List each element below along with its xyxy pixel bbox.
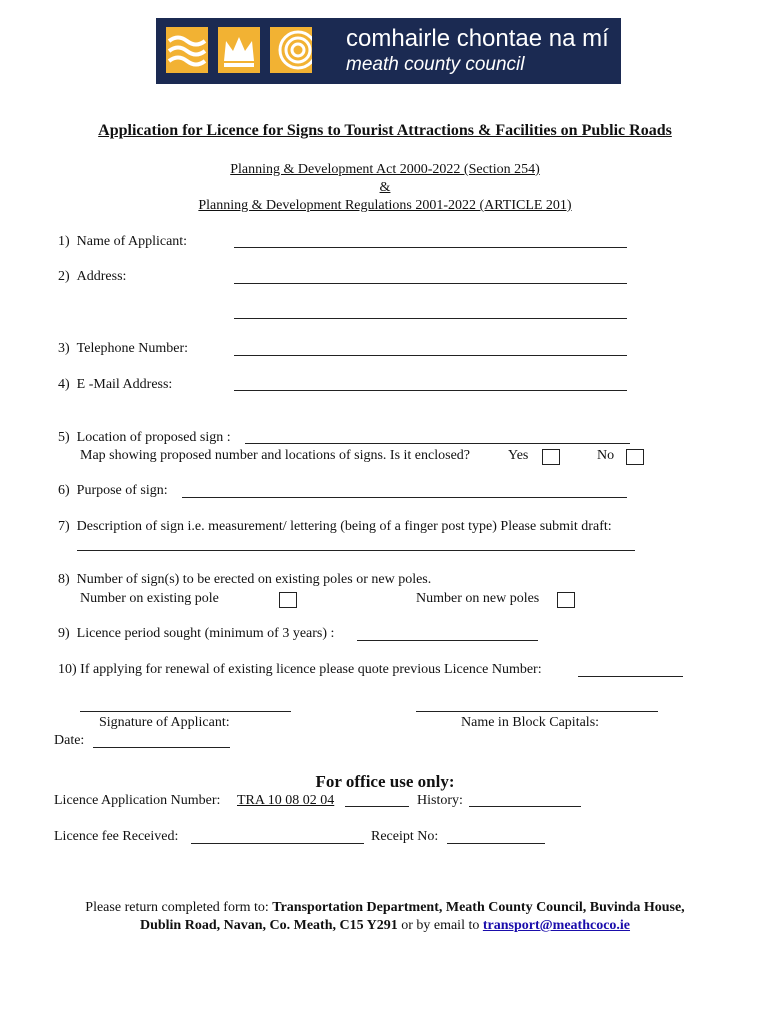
telephone-field[interactable]: [234, 355, 627, 356]
email-field[interactable]: [234, 390, 627, 391]
email-link[interactable]: transport@meathcoco.ie: [482, 918, 631, 933]
office-use-heading: For office use only:: [315, 772, 455, 791]
form-title: Application for Licence for Signs to Tourist Attractions & Facilities on Public Roads: [98, 122, 672, 139]
existing-pole-label: Number on existing pole: [80, 591, 219, 606]
existing-pole-checkbox[interactable]: [279, 592, 297, 608]
return-address-1: Transportation Department, Meath County Council, Buvinda House,: [272, 900, 685, 915]
return-address-line-1: [0, 900, 770, 916]
logo-english-text: meath county council: [346, 54, 525, 75]
new-poles-checkbox[interactable]: [557, 592, 575, 608]
applicant-name-field[interactable]: [234, 247, 627, 248]
receipt-field[interactable]: [447, 843, 545, 844]
description-label: 7) Description of sign i.e. measurement/ lettering (being of a finger post type) Please submit draft:: [58, 519, 612, 534]
application-number-label: Licence Application Number:: [54, 793, 221, 808]
address-field-line-2[interactable]: [234, 318, 627, 319]
email-intro: or by email to: [401, 918, 480, 933]
new-poles-label: Number on new poles: [416, 591, 540, 606]
act-reference: Planning & Development Act 2000-2022 (Section 254): [230, 162, 540, 177]
block-capitals-field[interactable]: [416, 711, 658, 712]
applicant-name-label: 1) Name of Applicant:: [58, 234, 188, 249]
purpose-label: 6) Purpose of sign:: [58, 483, 168, 498]
history-label: History:: [417, 793, 463, 808]
map-question: Map showing proposed number and locations of signs. Is it enclosed?: [80, 448, 470, 463]
return-address-2: Dublin Road, Navan, Co. Meath, C15 Y291: [139, 918, 398, 933]
history-field[interactable]: [469, 806, 581, 807]
ampersand: &: [379, 180, 391, 195]
signature-label: Signature of Applicant:: [99, 715, 230, 730]
address-label: 2) Address:: [58, 269, 127, 284]
yes-checkbox[interactable]: [542, 449, 560, 465]
date-label: Date:: [54, 733, 85, 748]
application-number-value: TRA 10 08 02 04: [237, 793, 335, 808]
poles-question: 8) Number of sign(s) to be erected on existing poles or new poles.: [58, 572, 432, 587]
signature-field[interactable]: [80, 711, 291, 712]
logo-irish-text: comhairle chontae na mí: [346, 25, 609, 52]
description-field[interactable]: [77, 550, 635, 551]
purpose-field[interactable]: [182, 497, 627, 498]
no-checkbox[interactable]: [626, 449, 644, 465]
address-field-line-1[interactable]: [234, 283, 627, 284]
waves-icon: [166, 27, 208, 73]
no-label: No: [597, 448, 615, 463]
fee-field[interactable]: [191, 843, 364, 844]
spiral-icon: [270, 27, 312, 73]
regulations-reference: Planning & Development Regulations 2001-2022 (ARTICLE 201): [198, 198, 572, 213]
application-number-field[interactable]: [345, 806, 409, 807]
yes-label: Yes: [508, 448, 529, 463]
council-logo: [156, 18, 621, 84]
return-intro: Please return completed form to:: [85, 900, 269, 915]
location-label: 5) Location of proposed sign :: [58, 430, 231, 445]
email-label: 4) E -Mail Address:: [58, 377, 173, 392]
return-address-line-2: [0, 918, 770, 934]
previous-licence-field[interactable]: [578, 676, 683, 677]
block-capitals-label: Name in Block Capitals:: [461, 715, 600, 730]
location-field[interactable]: [245, 443, 630, 444]
crown-icon: [218, 27, 260, 73]
licence-period-label: 9) Licence period sought (minimum of 3 years) :: [58, 626, 335, 641]
fee-label: Licence fee Received:: [54, 829, 179, 844]
previous-licence-label: 10) If applying for renewal of existing licence please quote previous Licence Number:: [58, 662, 542, 677]
telephone-label: 3) Telephone Number:: [58, 341, 189, 356]
licence-period-field[interactable]: [357, 640, 538, 641]
receipt-label: Receipt No:: [371, 829, 439, 844]
date-field[interactable]: [93, 747, 230, 748]
